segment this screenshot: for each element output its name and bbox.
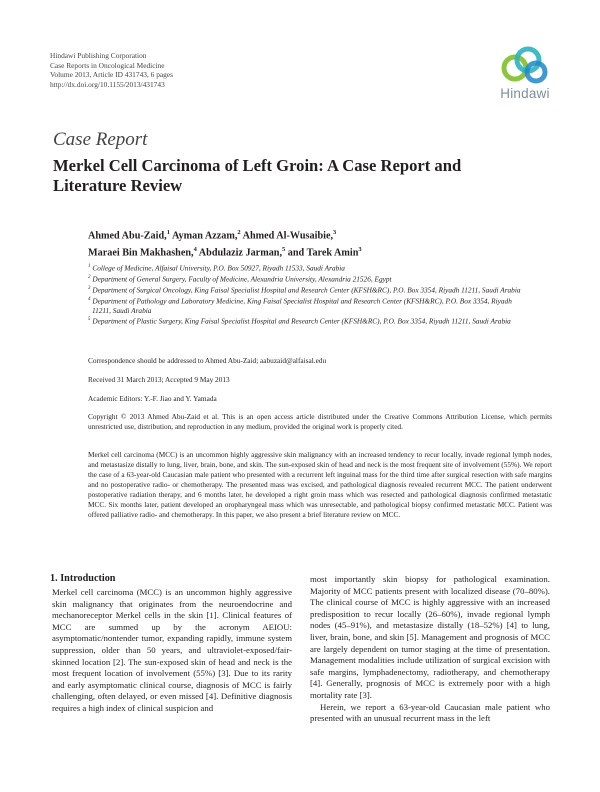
author: Ahmed Al-Wusaibie,: [242, 230, 334, 242]
affiliation-number: 1: [88, 264, 91, 269]
abstract: Merkel cell carcinoma (MCC) is an uncommon highly aggressive skin malignancy with an increased tendency to recur locally, invade regional lymph nodes, and metastasize distally to lung, liver, brain, bone, and skin. The sun-exposed skin of head and neck is the most frequent site of involvement (55%). We report the case of a 63-year-old Caucasian male patient who presented with a recurrent left inguinal mass for the third time after surgical resection with safe margins and no postoperative radio- or chemotherapy. The presented mass was excised, and pathological diagnosis revealed recurrent MCC. The patient underwent postoperative radiation therapy, and 6 months later, he developed a right groin mass which was resected and pathological diagnosis confirmed metastatic MCC. Six months later, patient developed an oropharyngeal mass which was unresectable, and pathological biopsy confirmed metastatic MCC. Patient was offered palliative radio- and chemotherapy. In this paper, we also present a brief literature review on MCC.: [88, 450, 552, 519]
author: Ayman Azzam,: [171, 230, 238, 242]
author: Abdulaziz Jarman,: [198, 247, 282, 259]
copyright-notice: Copyright © 2013 Ahmed Abu-Zaid et al. This is an open access article distributed under the Creative Commons Attribution License, which permits unrestricted use, distribution, and reproduction in any medium, provided the original work is properly cited.: [88, 412, 552, 431]
affiliation-list: [88, 262, 528, 326]
publisher: Hindawi Publishing Corporation: [50, 51, 147, 60]
affiliation: [88, 315, 528, 326]
affiliation: [88, 284, 528, 295]
affiliation-text: Department of Surgical Oncology, King Faisal Specialist Hospital and Research Center (KFSH&RC), P.O. Box 3354, Riyadh 11211, Saudi Arabia: [92, 285, 521, 295]
running-header: [50, 51, 173, 89]
received-dates: Received 31 March 2013; Accepted 9 May 2013: [88, 375, 230, 384]
doi-link[interactable]: http://dx.doi.org/10.1155/2013/431743: [50, 79, 165, 89]
author-affil-ref: 4: [193, 246, 197, 254]
affiliation-text: Department of Pathology and Laboratory Medicine, King Faisal Specialist Hospital and Research Center (KFSH&RC), P.O. Box 3354, Riyadh 11211, Saudi Arabia: [92, 296, 512, 315]
author: and Tarek Amin: [287, 247, 359, 259]
affiliation-text: Department of General Surgery, Faculty of Medicine, Alexandria University, Alexandria 21526, Egypt: [92, 274, 392, 284]
affiliation-number: 2: [88, 274, 91, 280]
volume-line: Volume 2013, Article ID 431743, 6 pages: [50, 70, 174, 80]
body-paragraph: Herein, we report a 63-year-old Caucasian male patient who presented with an unusual recurrent mass in the left: [310, 701, 550, 724]
author-list: [88, 226, 528, 261]
hindawi-rings-icon: [498, 46, 552, 86]
affiliation-text: Department of Plastic Surgery, King Faisal Specialist Hospital and Research Center (KFSH&RC), P.O. Box 3354, Riyadh 11211, Saudi Arabia: [92, 316, 511, 326]
author-affil-ref: 3: [358, 246, 362, 254]
academic-editors: Academic Editors: Y.-F. Jiao and Y. Yamada: [88, 394, 217, 403]
hindawi-logo: [485, 46, 565, 108]
body-column-left: [52, 587, 292, 715]
affiliation: [88, 295, 528, 315]
article-type: Case Report: [53, 129, 148, 150]
affiliation-number: 5: [88, 317, 91, 323]
author-affil-ref: 5: [282, 246, 286, 254]
affiliation-number: 4: [88, 296, 91, 302]
body-paragraph: most importantly skin biopsy for pathological examination. Majority of MCC patients present with localized disease (70–80%). The clinical course of MCC is highly aggressive with an increased predisposition to recur locally (26–60%), invade regional lymph nodes (45–91%), and metastasize distally (18–52%) [4] to lung, liver, brain, bone, and skin [5]. Management and prognosis of MCC are largely dependent on tumor staging at the time of presentation. Management modalities include utilization of surgical excision with safe margins, lymphadenectomy, radiotherapy, and chemotherapy [4]. Generally, prognosis of MCC is extremely poor with a high mortality rate [3].: [310, 574, 550, 700]
affiliation-number: 3: [88, 285, 91, 291]
author: Maraei Bin Makhashen,: [88, 247, 194, 259]
affiliation-text: College of Medicine, Alfaisal University, P.O. Box 50927, Riyadh 11533, Saudi Arabia: [92, 263, 345, 273]
affiliation: [88, 273, 528, 284]
logo-wordmark: Hindawi: [500, 86, 550, 101]
author-affil-ref: 2: [237, 229, 241, 236]
body-paragraph: Merkel cell carcinoma (MCC) is an uncommon highly aggressive skin malignancy that originates from the neuroendocrine and mechanoreceptor Merkel cells in the skin [1]. Clinical features of MCC are summed up by the acronym AEIOU: asymptomatic/nontender tumor, expanding rapidly, immune system suppression, older than 50 years, and ultraviolet-exposed/fair-skinned location [2]. The sun-exposed skin of head and neck is the most frequent location of involvement (55%) [3]. Due to its rarity and early asymptomatic clinical course, diagnosis of MCC is fairly challenging, often delayed, or even missed [4]. Definitive diagnosis requires a high index of clinical suspicion and: [52, 587, 292, 713]
body-column-right: [310, 574, 550, 725]
correspondence: Correspondence should be addressed to Ahmed Abu-Zaid; aabuzaid@alfaisal.edu: [88, 356, 327, 365]
article-title: Merkel Cell Carcinoma of Left Groin: A Case Report and Literature Review: [53, 156, 462, 195]
affiliation: [88, 262, 528, 273]
author-affil-ref: 3: [333, 229, 337, 236]
journal-name: Case Reports in Oncological Medicine: [50, 60, 165, 70]
section-heading: 1. Introduction: [50, 573, 116, 584]
author-affil-ref: 1: [166, 229, 170, 236]
author: Ahmed Abu-Zaid,: [88, 230, 167, 242]
